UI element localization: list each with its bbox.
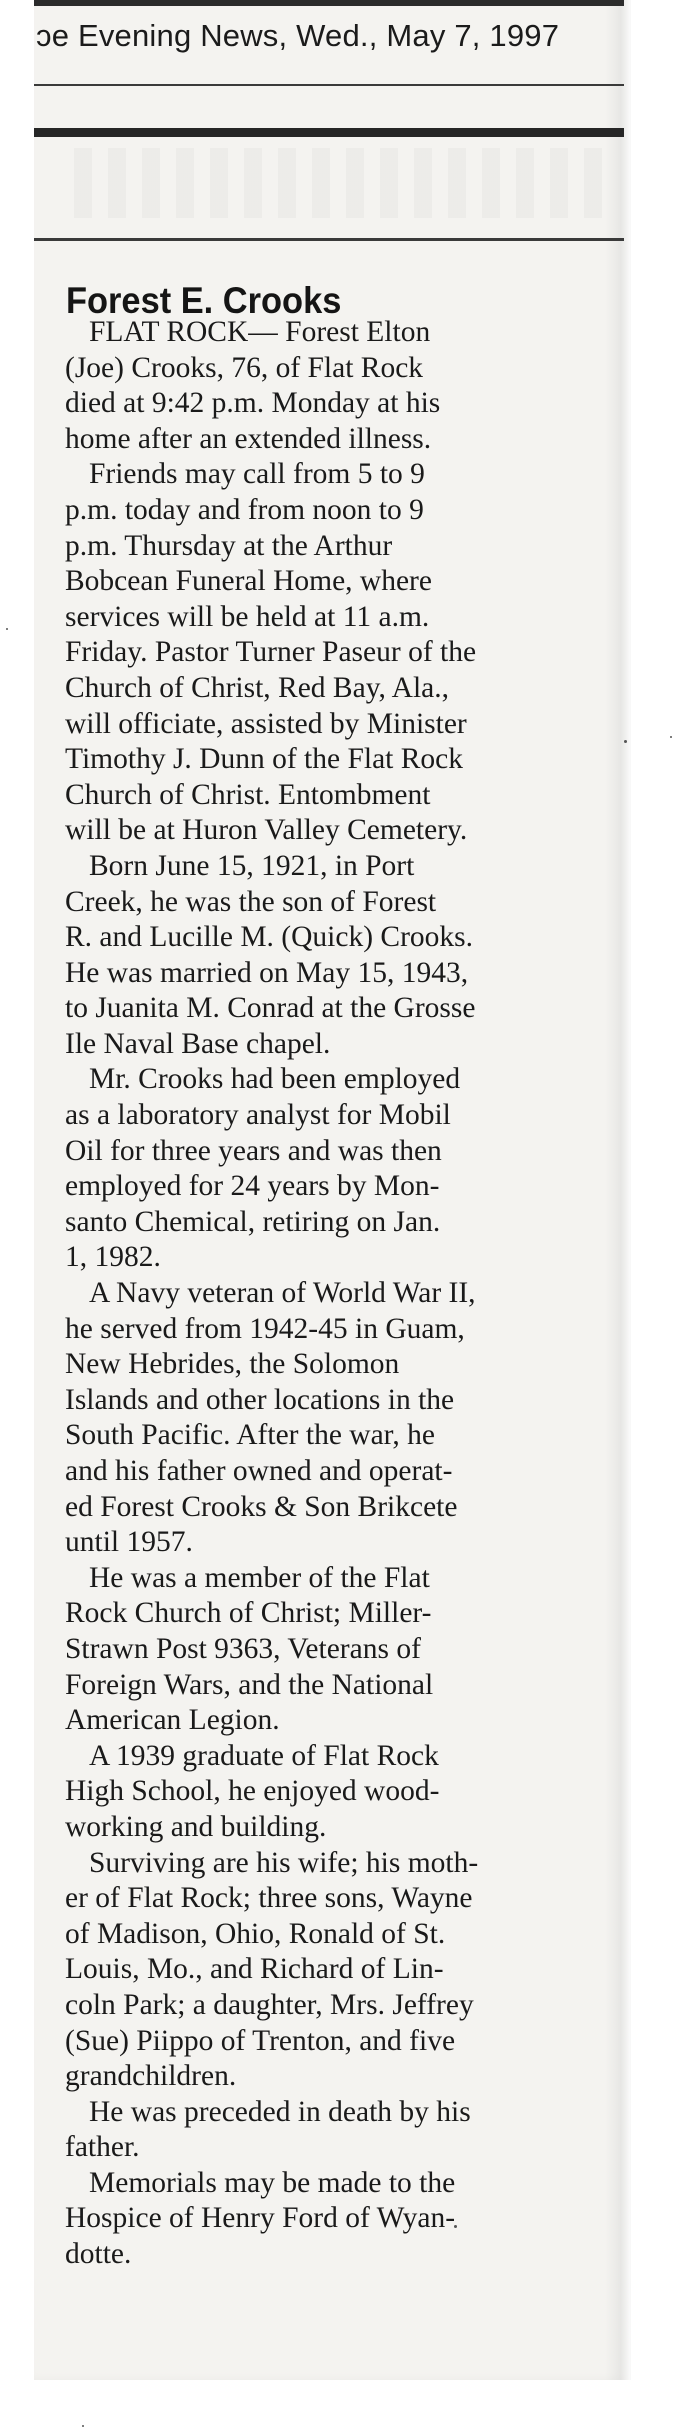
obituary-text-line: ed Forest Crooks & Son Brikcete: [65, 1490, 458, 1523]
obituary-text-line: will be at Huron Valley Cemetery.: [65, 814, 468, 847]
obituary-text-line: employed for 24 years by Mon-: [65, 1170, 440, 1203]
obituary-text-line: home after an extended illness.: [65, 422, 432, 455]
obituary-text-line: Bobcean Funeral Home, where: [65, 565, 432, 598]
obituary-text-line: A 1939 graduate of Flat Rock: [89, 1739, 439, 1772]
obituary-text-line: He was a member of the Flat: [89, 1561, 430, 1594]
obituary-text-line: Creek, he was the son of Forest: [65, 885, 437, 918]
obituary-paragraph: [65, 1739, 617, 1846]
obituary-text-line: Born June 15, 1921, in Port: [89, 849, 415, 882]
obituary-text-line: R. and Lucille M. (Quick) Crooks.: [65, 921, 474, 954]
obituary-text-line: p.m. today and from noon to 9: [65, 493, 424, 526]
obituary-text-line: grandchildren.: [65, 2060, 237, 2093]
obituary-text-line: Friday. Pastor Turner Paseur of the: [65, 636, 477, 669]
obituary-body: [65, 315, 617, 2273]
obituary-text-line: father.: [65, 2131, 140, 2164]
obituary-text-line: Church of Christ, Red Bay, Ala.,: [65, 671, 450, 704]
obituary-paragraph: [65, 1276, 617, 1561]
obituary-text-line: Islands and other locations in the: [65, 1383, 455, 1416]
obituary-text-line: South Pacific. After the war, he: [65, 1419, 435, 1452]
section-rule: [34, 128, 624, 137]
obituary-paragraph: [65, 1561, 617, 1739]
obituary-text-line: er of Flat Rock; three sons, Wayne: [65, 1882, 473, 1915]
obituary-paragraph: [65, 315, 617, 457]
obituary-paragraph: [65, 1062, 617, 1276]
dateline-rule: [34, 84, 624, 86]
obituary-top-rule: [34, 238, 624, 241]
obituary-text-line: as a laboratory analyst for Mobil: [65, 1099, 451, 1132]
obituary-paragraph: [65, 1846, 617, 2095]
obituary-text-line: American Legion.: [65, 1704, 280, 1737]
obituary-text-line: Mr. Crooks had been employed: [89, 1063, 461, 1096]
scan-speck: [82, 2425, 84, 2427]
dateline: ɔe Evening News, Wed., May 7, 1997: [36, 18, 560, 53]
obituary-paragraph: [65, 2095, 617, 2166]
faint-bleed-through: [74, 148, 614, 218]
obituary-paragraph: [65, 457, 617, 849]
obituary-text-line: Friends may call from 5 to 9: [89, 458, 425, 491]
obituary-text-line: 1, 1982.: [65, 1241, 161, 1274]
obituary-text-line: Louis, Mo., and Richard of Lin-: [65, 1953, 444, 1986]
obituary-text-line: working and building.: [65, 1810, 327, 1843]
obituary-text-line: Surviving are his wife; his moth-: [89, 1846, 479, 1879]
obituary-text-line: until 1957.: [65, 1526, 193, 1559]
obituary-text-line: p.m. Thursday at the Arthur: [65, 529, 393, 562]
obituary-text-line: (Sue) Piippo of Trenton, and five: [65, 2024, 456, 2057]
obituary-text-line: New Hebrides, the Solomon: [65, 1348, 400, 1381]
obituary-text-line: Strawn Post 9363, Veterans of: [65, 1632, 421, 1665]
obituary-paragraph: [65, 849, 617, 1063]
obituary-text-line: Rock Church of Christ; Miller-: [65, 1597, 432, 1630]
obituary-text-line: Timothy J. Dunn of the Flat Rock: [65, 743, 464, 776]
obituary-text-line: FLAT ROCK— Forest Elton: [89, 316, 431, 348]
obituary-text-line: and his father owned and operat-: [65, 1455, 453, 1487]
obituary-text-line: he served from 1942-45 in Guam,: [65, 1312, 465, 1345]
obituary-text-line: High School, he enjoyed wood-: [65, 1775, 440, 1808]
obituary-text-line: santo Chemical, retiring on Jan.: [65, 1205, 441, 1238]
obituary-headline: Forest E. Crooks: [66, 279, 342, 321]
obituary-text-line: dotte.: [65, 2238, 132, 2271]
obituary-paragraph: [65, 2166, 617, 2273]
obituary-text-line: to Juanita M. Conrad at the Grosse: [65, 992, 476, 1025]
obituary-text-line: services will be held at 11 a.m.: [65, 600, 430, 633]
masthead-rule-top: [34, 0, 624, 6]
obituary-text-line: will officiate, assisted by Minister: [65, 707, 467, 740]
obituary-text-line: Church of Christ. Entombment: [65, 778, 431, 811]
scan-speck: [670, 736, 672, 738]
print-speck: [624, 740, 627, 743]
obituary-text-line: of Madison, Ohio, Ronald of St.: [65, 1917, 446, 1950]
scan-speck: [6, 628, 8, 630]
obituary-text-line: Oil for three years and was then: [65, 1134, 442, 1167]
obituary-text-line: died at 9:42 p.m. Monday at his: [65, 387, 441, 420]
obituary-text-line: Memorials may be made to the: [89, 2166, 456, 2199]
obituary-text-line: A Navy veteran of World War II,: [89, 1277, 476, 1310]
obituary-text-line: He was married on May 15, 1943,: [65, 956, 469, 989]
obituary-text-line: coln Park; a daughter, Mrs. Jeffrey: [65, 1988, 474, 2021]
obituary-text-line: Ile Naval Base chapel.: [65, 1027, 331, 1060]
obituary-text-line: Hospice of Henry Ford of Wyan-: [65, 2202, 456, 2235]
obituary-text-line: He was preceded in death by his: [89, 2095, 471, 2128]
obituary-text-line: Foreign Wars, and the National: [65, 1668, 434, 1701]
obituary-text-line: (Joe) Crooks, 76, of Flat Rock: [65, 351, 424, 384]
